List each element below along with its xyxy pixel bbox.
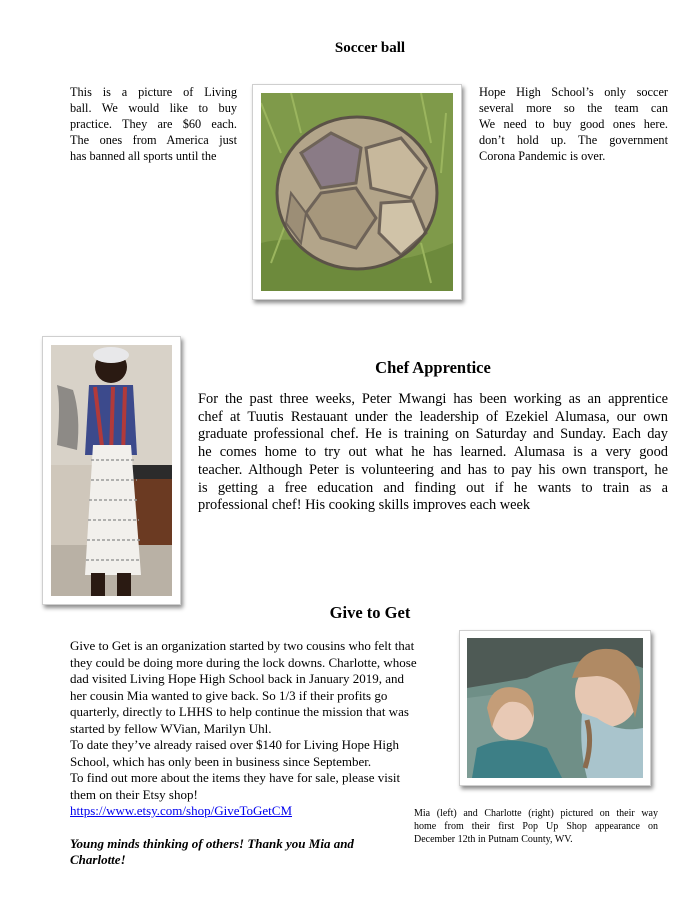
text-line: graduate professional chef. He is training on Saturday and Sunday. Each day [198,426,668,443]
mia-and-charlotte-image [467,638,643,778]
text-line: is getting a free education and finding out if he wants to train as a [198,479,668,496]
soccer-right-text [479,84,668,164]
text-line: several more so the team can [479,101,668,115]
text-line: teacher. Although Peter is volunteering and has to pay his own transport, he [198,461,668,478]
text-line: started by fellow WVian, Marilyn Uhl. [70,720,272,736]
etsy-shop-link[interactable]: https://www.etsy.com/shop/GiveToGetCM [70,803,293,818]
text-line: We need to buy good ones here. [479,117,668,131]
text-line: For the past three weeks, Peter Mwangi has been working as an apprentice [198,391,668,407]
cousins-photo [459,630,651,786]
text-line: them on their Etsy shop! [70,786,198,802]
text-line: her cousin Mia wanted to give back. So 1/3 if their profits go [70,687,388,703]
text-line: don’t hold up. The government [479,133,668,147]
chef-title: Chef Apprentice [375,358,491,377]
text-line: practice. They are $60 each. [70,117,237,131]
text-line: quarterly, directly to LHHS to help continue the mission that was [70,704,409,719]
text-line: professional chef! His cooking skills improves each week [198,497,531,514]
text-line: Hope High School’s only soccer [479,85,668,99]
chef-photo [42,336,181,605]
text-line: he comes home to try out what he has learned. Alumasa is a very good [198,444,668,461]
soccer-ball-photo [252,84,462,300]
text-line: Corona Pandemic is over. [479,149,606,163]
worn-soccer-ball-image [261,93,453,291]
text-line: Give to Get is an organization started by two cousins who felt that [70,638,415,653]
text-line: To date they’ve already raised over $140 for Living Hope High [70,737,400,752]
text-line: has banned all sports until the [70,149,217,163]
text-line: dad visited Living Hope High School back in January 2019, and [70,671,404,686]
text-line: they could be doing more during the lock downs. Charlotte, whose [70,654,417,670]
text-line: The ones from America just [70,133,237,147]
closing-line: Young minds thinking of others! Thank you Mia and [70,835,354,851]
text-line: chef at Tuutis Restauant under the leadership of Ezekiel Alumasa, our own [198,408,668,425]
text-line: To find out more about the items they have for sale, please visit [70,770,401,785]
chef-apprentice-image [51,345,172,596]
closing-line: Charlotte! [70,852,126,867]
caption-line: December 12th in Putnam County, WV. [414,834,573,845]
photo-caption [414,807,658,846]
text-line: ball. We would like to buy [70,101,237,115]
give-title: Give to Get [329,603,411,622]
soccer-title: Soccer ball [334,40,406,56]
caption-line: home from their first Pop Up Shop appearance on [414,821,658,832]
chef-body [198,391,668,515]
soccer-left-text [70,84,237,164]
give-body [70,638,445,869]
text-line: This is a picture of Living [70,85,237,99]
caption-line: Mia (left) and Charlotte (right) pictured on their way [414,808,658,819]
text-line: School, which has only been in business since September. [70,753,372,769]
